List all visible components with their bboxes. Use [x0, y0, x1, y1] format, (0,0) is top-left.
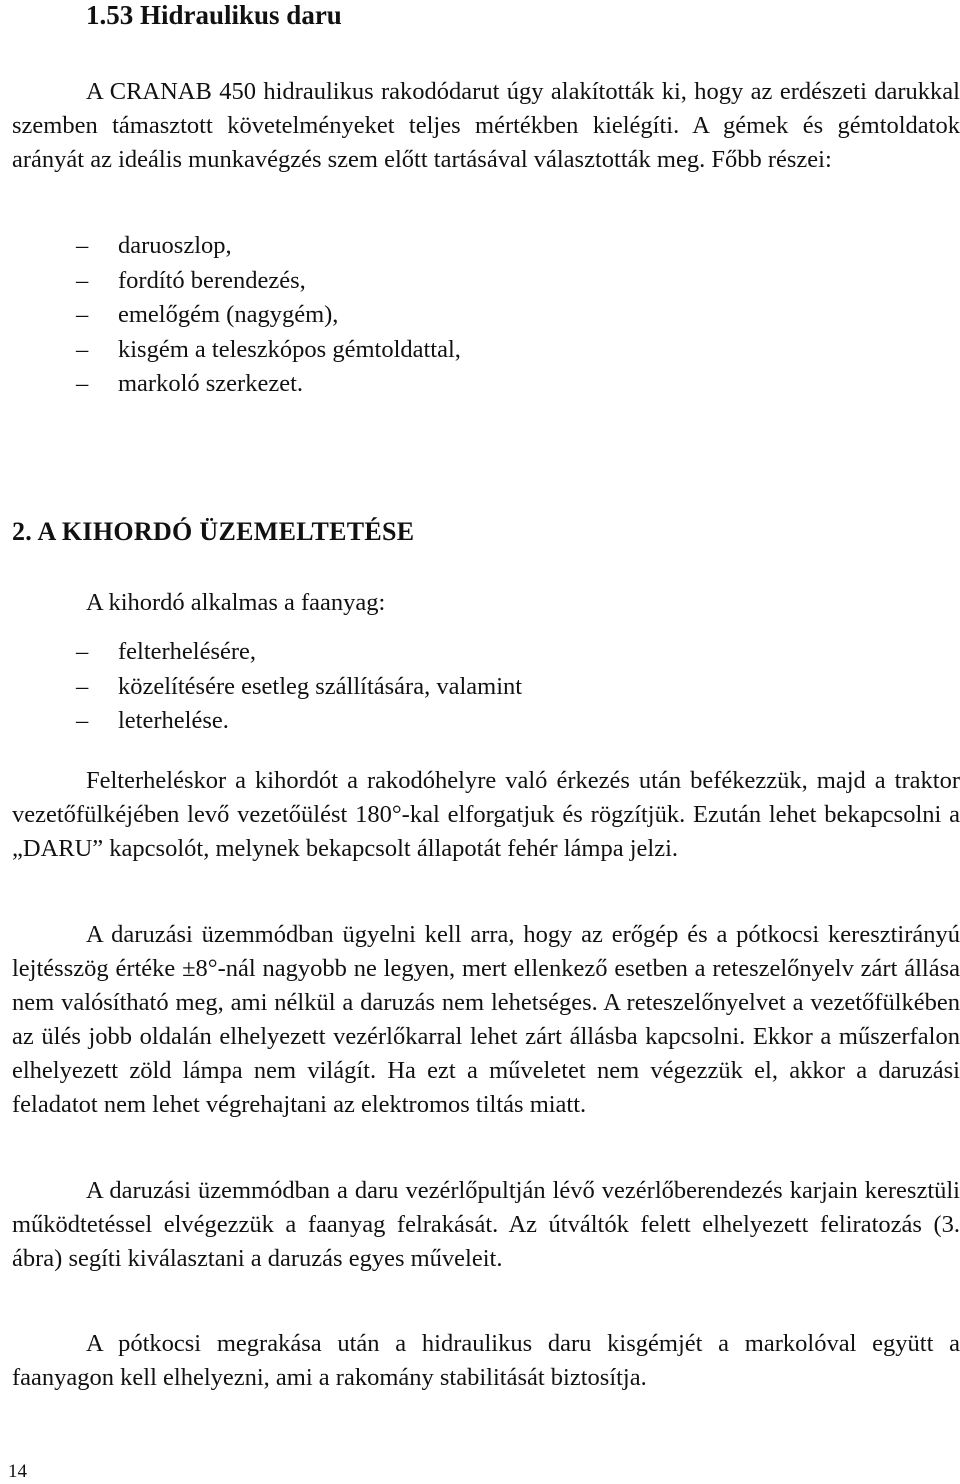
list-item: – daruoszlop,: [76, 229, 461, 264]
dash-bullet-icon: –: [76, 370, 89, 397]
dash-bullet-icon: –: [76, 335, 89, 363]
list-item: – kisgém a teleszkópos gémtoldattal,: [76, 333, 461, 368]
list-item: – közelítésére esetleg szállítására, valamint: [76, 670, 522, 705]
paragraph-slope-lock: A daruzási üzemmódban ügyelni kell arra, hogy az erőgép és a pótkocsi keresztirányú lejtésszög értéke ±8°-nál nagyobb ne legyen, mert ellenkező esetben a reteszelőnyelv zárt állása nem valósítható meg, ami nélkül a daruzás nem lehetséges. A reteszelőnyelvet a vezetőfülkében az ülés jobb oldalán elhelyezett vezérlőkarral lehet zárt állásba kapcsolni. Ekkor a műszerfalon elhelyezett zöld lámpa nem világít. Ha ezt a műveletet nem végezzük el, akkor a daruzási feladatot nem lehet végrehajtani az elektromos tiltás miatt.: [12, 921, 960, 1118]
chapter-heading: 2. A KIHORDÓ ÜZEMELTETÉSE: [12, 517, 415, 546]
parts-list: [76, 229, 461, 402]
paragraph-stability: A pótkocsi megrakása után a hidraulikus daru kisgémjét a markolóval együtt a faanyagon kell elhelyezni, ami a rakomány stabilitását biztosítja.: [12, 1330, 960, 1391]
page-number: 14: [8, 1461, 27, 1482]
dash-bullet-icon: –: [76, 266, 89, 294]
dash-bullet-icon: –: [76, 232, 89, 259]
list-item: – felterhelésére,: [76, 635, 522, 670]
dash-bullet-icon: –: [76, 638, 89, 665]
dash-bullet-icon: –: [76, 301, 89, 328]
intro-paragraph: A CRANAB 450 hidraulikus rakodódarut úgy alakították ki, hogy az erdészeti darukkal szemben támasztott követelményeket teljes mértékben kielégíti. A gémek és gémtoldatok arányát az ideális munkavégzés szem előtt tartásával választották meg. Főbb részei:: [12, 78, 960, 173]
list-item: – leterhelése.: [76, 704, 522, 739]
paragraph-loading: Felterheléskor a kihordót a rakodóhelyre való érkezés után befékezzük, majd a traktor vezetőfülkéjében levő vezetőülést 180°-kal elforgatjuk és rögzítjük. Ezután lehet bekapcsolni a „DARU” kapcsolót, melynek bekapcsolt állapotát fehér lámpa jelzi.: [12, 767, 960, 862]
usage-intro: A kihordó alkalmas a faanyag:: [86, 589, 386, 616]
usage-list: [76, 635, 522, 739]
dash-bullet-icon: –: [76, 672, 89, 700]
paragraph-crane-control: A daruzási üzemmódban a daru vezérlőpultján lévő vezérlőberendezés karjain keresztüli működtetéssel elvégezzük a faanyag felrakását. Az útváltók felett elhelyezett feliratozás (3. ábra) segíti kiválasztani a daruzás egyes műveleit.: [12, 1177, 960, 1272]
list-item: – markoló szerkezet.: [76, 367, 461, 402]
list-item: – fordító berendezés,: [76, 264, 461, 299]
section-title: 1.53 Hidraulikus daru: [86, 0, 342, 30]
dash-bullet-icon: –: [76, 707, 89, 734]
list-item: – emelőgém (nagygém),: [76, 298, 461, 333]
